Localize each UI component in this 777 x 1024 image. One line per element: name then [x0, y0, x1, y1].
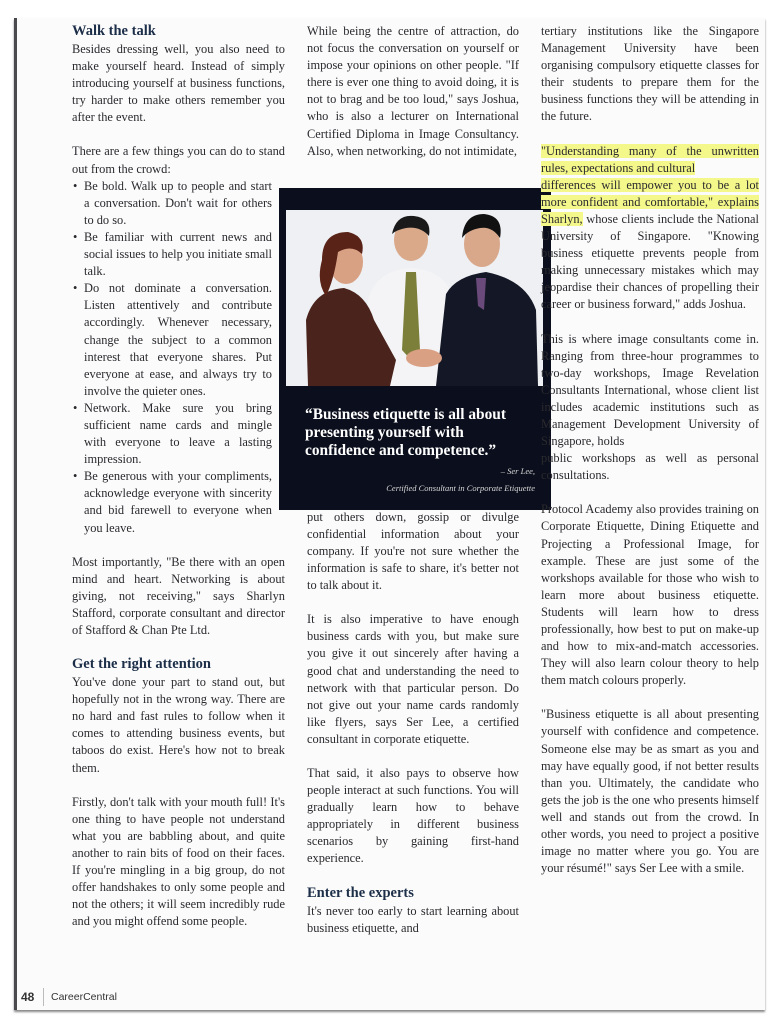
heading-enter-the-experts: Enter the experts [307, 884, 414, 901]
paragraph: Protocol Academy also provides training on Corporate Etiquette, Dining Etiquette and Projecting a Professional Image, for example. These are just some of the workshops available for those who wish to learn more about business etiquette. Students will learn how to dress professionally, how best to put on make-up and how to mix-and-match accessories. They will also learn colour theory to help them match colours properly. [541, 502, 759, 688]
paragraph: Most importantly, "Be there with an open mind and heart. Networking is about giving, not receiving," says Sharlyn Stafford, corporate consultant and director of Stafford & Chan Pte Ltd. [72, 554, 285, 637]
paragraph: public workshops as well as personal consultations. [541, 451, 759, 483]
page-number: 48 [21, 990, 35, 1004]
attribution-name: – Ser Lee, [500, 466, 535, 476]
highlighted-text: "Understanding many of the unwritten rules, expectations and cultural [541, 143, 759, 175]
pull-quote: “Business etiquette is all about presenting yourself with confidence and competence.” [305, 406, 506, 459]
column-3 [541, 23, 759, 894]
paragraph: Firstly, don't talk with your mouth full! It's one thing to have people not understand what you are babbling about, and quite another to rain bits of food on their faces. If you're mingling in a big group, do not offer handshakes to only some people and not the others; it will seem incredibly rude and you might offend some people. [72, 794, 285, 929]
paragraph: "Business etiquette is all about presenting yourself with confidence and competence. Someone else may be as smart as you and may have equally good, if not better results than you. Ultimately, the candidate who gets the job is the one who presents himself well and stands out from the crowd. In other words, you need to project a positive image no matter where you go. You are your résumé!" says Ser Lee with a smile. [541, 707, 759, 876]
list-item: • Network. Make sure you bring sufficient name cards and mingle with everyone to leave a lasting impression. [72, 400, 272, 468]
list-item: • Be generous with your compliments, acknowledge everyone with sincerity and bid farewell to everyone when you leave. [72, 468, 272, 536]
feature-box [279, 188, 551, 510]
magazine-page [14, 18, 765, 1010]
handshake-illustration [286, 210, 543, 386]
handshake-photo [286, 210, 543, 386]
paragraph: You've done your part to stand out, but hopefully not in the wrong way. There are no hard and fast rules to follow when it comes to attending business events, but taboos do exist. Here's how not to break them. [72, 675, 285, 775]
paragraph: This is where image consultants come in. Ranging from three-hour programmes to two-day workshops, Image Revelation Consultants International, whose client list includes academic institutions such as Management Development University of Singapore, holds [541, 331, 759, 449]
list-item: • Be bold. Walk up to people and start a conversation. Don't wait for others to do so. [72, 178, 272, 229]
magazine-name: CareerCentral [51, 991, 117, 1003]
paragraph: That said, it also pays to observe how people interact at such functions. You will gradually learn how to behave appropriately in different business scenarios by gaining first-hand experience. [307, 765, 519, 866]
footer-divider [43, 988, 44, 1006]
paragraph: There are a few things you can do to stand out from the crowd: [72, 144, 285, 176]
highlighted-paragraph-continued [541, 177, 759, 314]
column-1 [72, 23, 285, 947]
paragraph: While being the centre of attraction, do not focus the conversation on yourself or impose your opinions on other people. "If there is ever one thing to avoid doing, it is not to brag and be too loud," says Joshua, who is also a lecturer on International Certified Diploma in Image Consultancy. Also, when networking, do not intimidate, [307, 24, 519, 158]
paragraph: Besides dressing well, you also need to make yourself heard. Instead of simply introducing yourself at business functions, try harder to make others remember you after the event. [72, 42, 285, 125]
paragraph-text: whose clients include the National University of Singapore. "Knowing business etiquette prevents people from making unnecessary mistakes which may jeopardise their chances of propelling their career or business forward," adds Joshua. [541, 211, 759, 312]
paragraph: tertiary institutions like the Singapore Management University have been organising compulsory etiquette classes for their students to prepare them for the business functions they will be attending in the future. [541, 24, 759, 124]
paragraph: put others down, gossip or divulge confidential information about your company. If you're not sure whether the information is safe to share, it's better not to talk about it. [307, 509, 519, 593]
list-item: • Do not dominate a conversation. Listen attentively and contribute accordingly. Whenever necessary, change the subject to a common interest that everyone shares. Put everyone at ease, and always try to involve the quieter ones. [72, 280, 272, 400]
list-item: • Be familiar with current news and social issues to help you initiate small talk. [72, 229, 272, 280]
highlighted-text: differences will empower you to be a lot more confident and comfortable," explains Sharlyn, [541, 177, 759, 226]
paragraph: It's never too early to start learning about business etiquette, and [307, 903, 519, 935]
paragraph: It is also imperative to have enough business cards with you, but make sure you give it out sincerely after having a good chat and understanding the need to network with that particular person. Do not give out your name cards randomly like flyers, says Ser Lee, a certified consultant in corporate etiquette. [307, 612, 519, 746]
pull-quote-attribution [386, 463, 535, 497]
highlighted-paragraph [541, 143, 759, 177]
attribution-title: Certified Consultant in Corporate Etiquette [386, 483, 535, 493]
page-footer [17, 988, 217, 1008]
heading-walk-the-talk: Walk the talk [72, 23, 156, 39]
heading-get-the-right-attention: Get the right attention [72, 656, 211, 673]
tips-list [72, 178, 285, 537]
